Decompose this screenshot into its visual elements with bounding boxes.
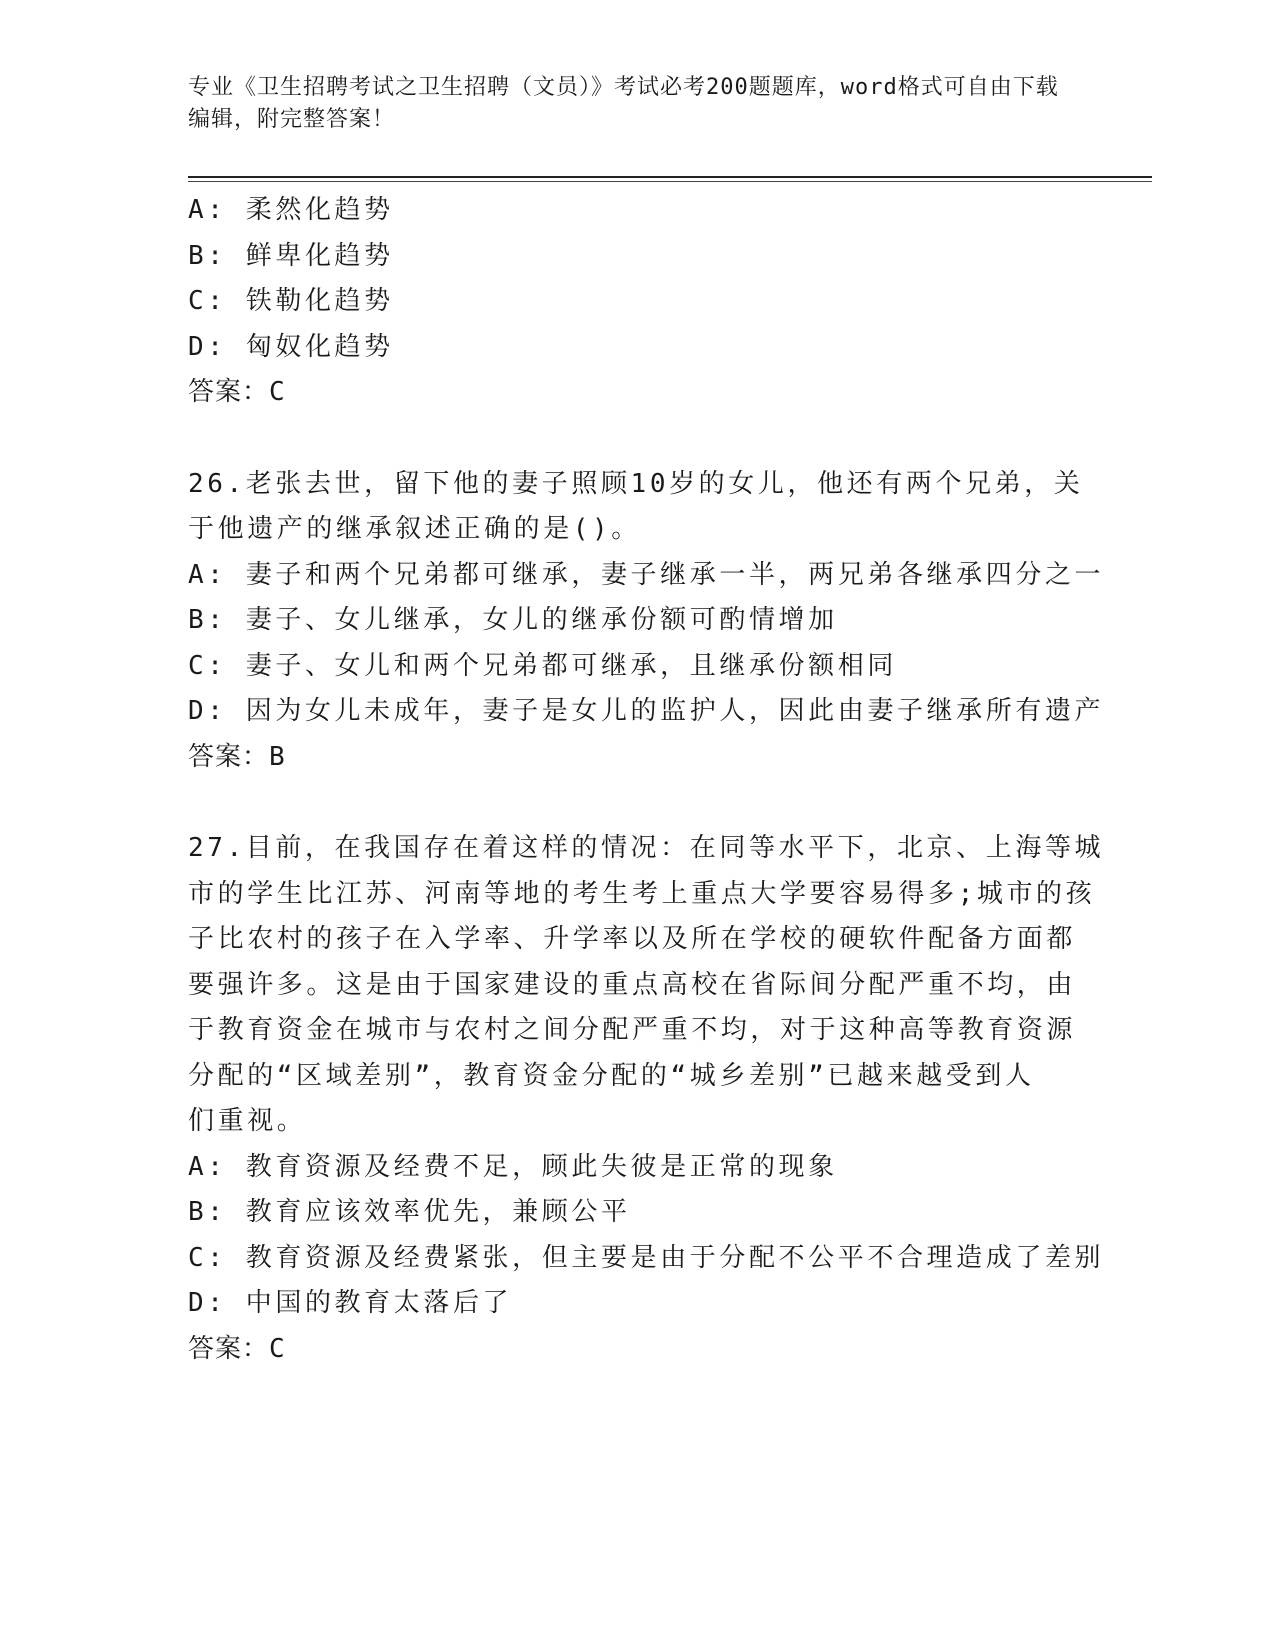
spacer — [188, 780, 1088, 826]
question-26 — [188, 462, 1105, 781]
answer-line: 答案：B — [188, 741, 286, 772]
option-b: B: 教育应该效率优先，兼顾公平 — [188, 1197, 631, 1227]
question-stem-line: 于教育资金在城市与农村之间分配严重不均，对于这种高等教育资源 — [188, 1015, 1077, 1045]
answer-line: 答案：C — [188, 1333, 286, 1364]
question-stem-line: 分配的“区域差别”，教育资金分配的“城乡差别”已越来越受到人 — [188, 1060, 1035, 1091]
option-b: B: 妻子、女儿继承，女儿的继承份额可酌情增加 — [188, 605, 838, 635]
question-25-options — [188, 188, 1088, 416]
option-c: C: 铁勒化趋势 — [188, 286, 394, 316]
spacer — [188, 416, 1088, 462]
option-c: C: 教育资源及经费紧张，但主要是由于分配不公平不合理造成了差别 — [188, 1242, 1105, 1273]
question-stem-line: 要强许多。这是由于国家建设的重点高校在省际间分配严重不均，由 — [188, 969, 1077, 1000]
answer-line: 答案：C — [188, 377, 286, 407]
option-a: A: 教育资源及经费不足，顾此失彼是正常的现象 — [188, 1151, 838, 1182]
question-stem-line: 子比农村的孩子在入学率、升学率以及所在学校的硬软件配备方面都 — [188, 924, 1077, 954]
header-divider-thick — [188, 176, 1152, 178]
question-stem-line: 26.老张去世，留下他的妻子照顾10岁的女儿，他还有两个兄弟，关 — [188, 468, 1084, 499]
option-d: D: 中国的教育太落后了 — [188, 1288, 513, 1318]
question-content — [188, 188, 1105, 1372]
question-stem-line: 们重视。 — [188, 1106, 307, 1136]
question-27 — [188, 826, 1105, 1372]
option-c: C: 妻子、女儿和两个兄弟都可继承，且继承份额相同 — [188, 650, 897, 681]
option-a: A: 柔然化趋势 — [188, 195, 394, 225]
option-b: B: 鲜卑化趋势 — [188, 240, 394, 271]
option-d: D: 匈奴化趋势 — [188, 331, 394, 362]
option-d: D: 因为女儿未成年，妻子是女儿的监护人，因此由妻子继承所有遗产 — [188, 696, 1105, 726]
question-stem-line: 市的学生比江苏、河南等地的考生考上重点大学要容易得多;城市的孩 — [188, 878, 1096, 909]
option-a: A: 妻子和两个兄弟都可继承，妻子继承一半，两兄弟各继承四分之一 — [188, 559, 1105, 590]
question-stem-line: 于他遗产的继承叙述正确的是()。 — [188, 514, 641, 544]
header-divider-thin — [188, 181, 1152, 182]
question-stem-line: 27.目前，在我国存在着这样的情况：在同等水平下，北京、上海等城 — [188, 833, 1105, 863]
document-header: 专业《卫生招聘考试之卫生招聘（文员）》考试必考200题题库，word格式可自由下载编辑，附完整答案！ — [188, 75, 1059, 132]
